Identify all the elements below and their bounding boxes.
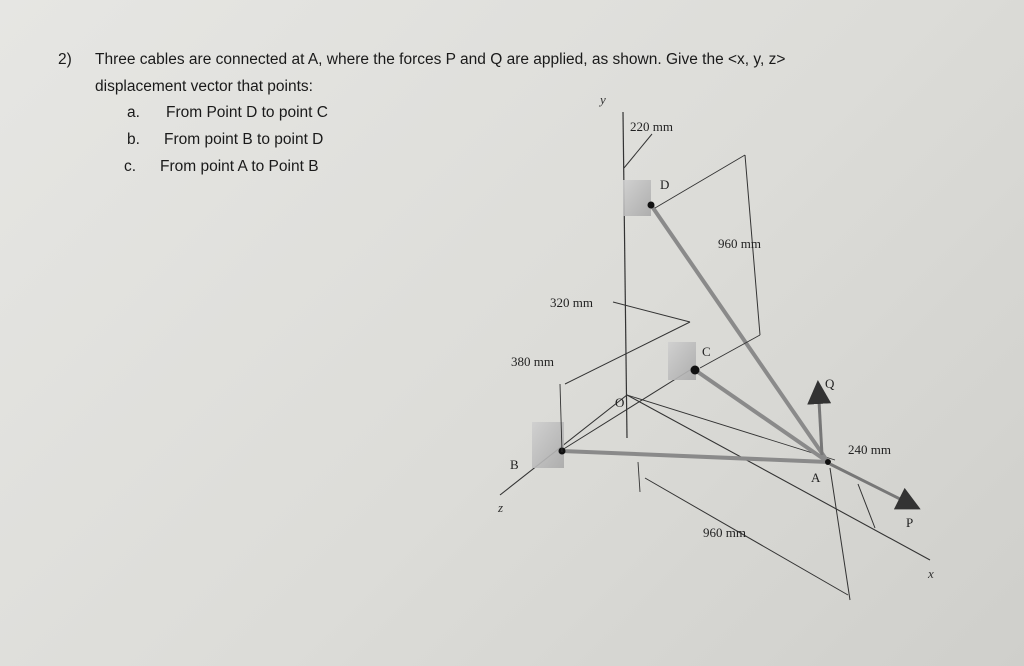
dim-320-line xyxy=(613,302,690,322)
item-b-text: From point B to point D xyxy=(164,131,324,148)
wall-support-d xyxy=(623,180,651,216)
item-b-label: b. xyxy=(127,131,140,148)
point-label-a: A xyxy=(811,470,821,485)
dim-label-320: 320 mm xyxy=(550,295,593,310)
dim-240-line xyxy=(858,484,875,528)
dim-label-220: 220 mm xyxy=(630,119,673,134)
dim-960x-line xyxy=(645,478,848,595)
item-c-text: From point A to Point B xyxy=(160,158,319,175)
question-number: 2) xyxy=(58,51,72,68)
y-axis-line xyxy=(623,112,627,438)
question-text-line2: displacement vector that points: xyxy=(95,78,313,95)
item-a-text: From Point D to point C xyxy=(166,104,328,121)
axis-label-y: y xyxy=(600,92,606,107)
point-label-c: C xyxy=(702,344,711,359)
axis-label-z: z xyxy=(498,500,504,515)
point-label-b: B xyxy=(510,457,519,472)
wall-support-c xyxy=(668,342,696,380)
wall-support-b xyxy=(532,422,564,468)
question-text-line1: Three cables are connected at A, where the forces P and Q are applied, as shown. Give the <x, y, z> xyxy=(95,51,786,68)
point-c-dot xyxy=(691,366,700,375)
dim-label-380: 380 mm xyxy=(511,354,554,369)
cable-ab xyxy=(562,451,828,462)
axis-label-x: x xyxy=(928,566,934,581)
item-c-label: c. xyxy=(124,158,137,175)
dim-label-960-x: 960 mm xyxy=(703,525,746,540)
force-label-p: P xyxy=(906,515,914,530)
point-label-d: D xyxy=(660,177,670,192)
force-label-q: Q xyxy=(825,376,835,391)
point-d-dot xyxy=(648,202,655,209)
force-q-arrow xyxy=(818,383,822,455)
dim-label-240: 240 mm xyxy=(848,442,891,457)
x-axis-line xyxy=(627,395,930,560)
point-label-o: O xyxy=(615,395,625,410)
dim-220-line xyxy=(624,134,652,168)
dim-label-960-vertical: 960 mm xyxy=(718,236,761,251)
cable-ac xyxy=(695,370,828,462)
force-p-arrow xyxy=(830,464,918,508)
item-a-label: a. xyxy=(127,104,140,121)
